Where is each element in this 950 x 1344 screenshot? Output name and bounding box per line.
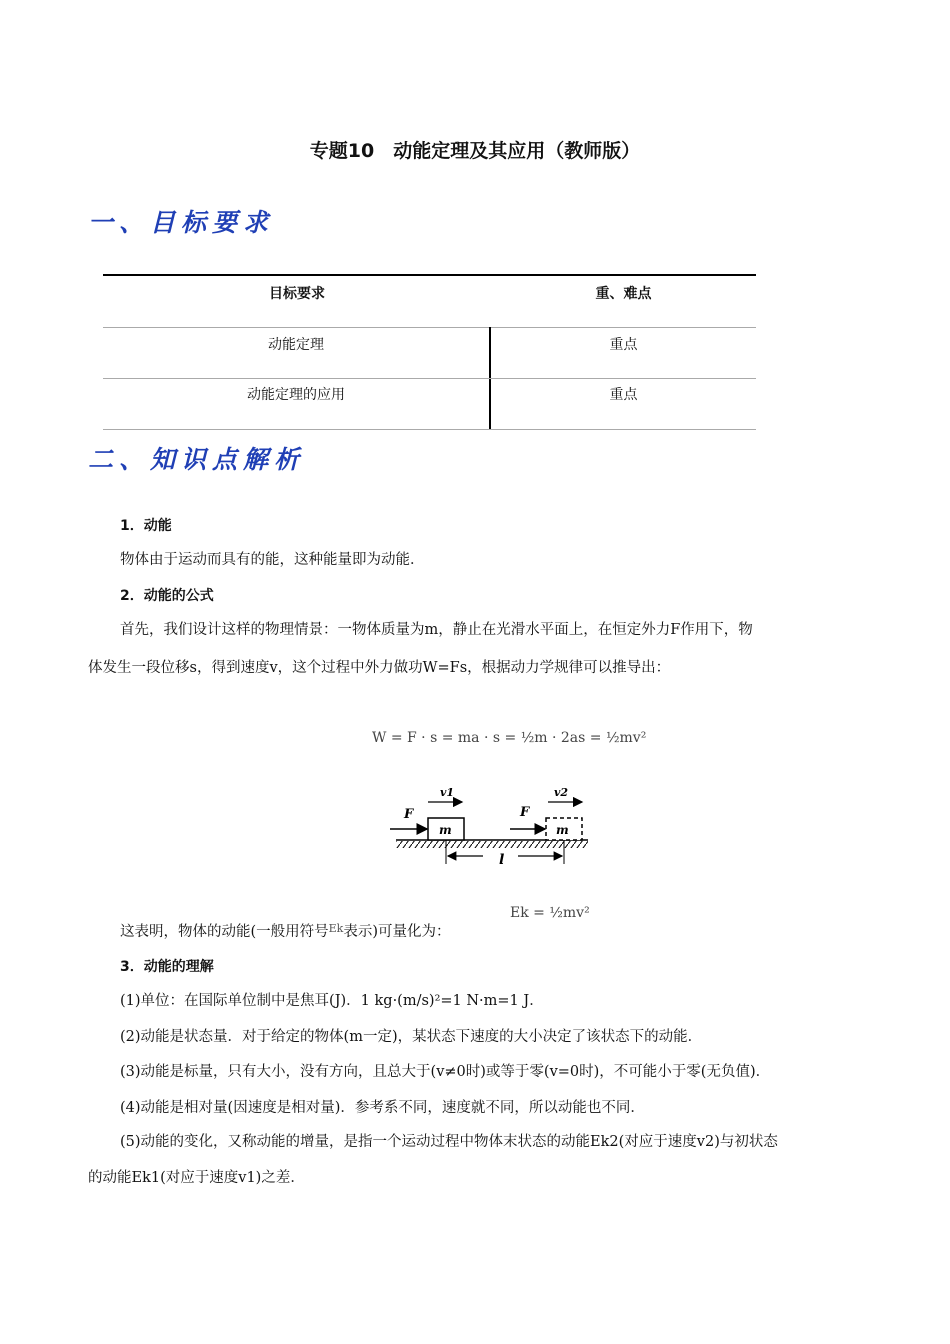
subsection-heading: 2．动能的公式 (120, 588, 214, 604)
page-title: 专题10 动能定理及其应用（教师版） (309, 140, 641, 162)
table-top-rule (103, 274, 756, 276)
table-header-goal: 目标要求 (269, 286, 325, 302)
table-cell: 动能定理 (268, 337, 324, 353)
list-item-continued: 的动能Ek1(对应于速度v1)之差． (88, 1170, 305, 1186)
paragraph: 体发生一段位移s，得到速度v，这个过程中外力做功W=Fs，根据动力学规律可以推导出： (88, 660, 671, 676)
list-item: (5)动能的变化，又称动能的增量，是指一个运动过程中物体末状态的动能Ek2(对应于速度v2)与初状态 (120, 1134, 778, 1150)
formula-text: W = F · s = ma · s = ½m · 2as = ½mv² (372, 730, 647, 746)
block-motion-diagram (388, 780, 598, 870)
velocity-label-2: v2 (554, 786, 569, 799)
table-row-divider (103, 327, 756, 328)
conclusion-line (120, 918, 451, 943)
force-label: F (404, 807, 414, 822)
conclusion-suffix: 表示)可量化为： (343, 924, 451, 940)
ground-hatch (396, 841, 588, 848)
table-cell: 重点 (609, 337, 638, 353)
force-label: F (520, 805, 530, 820)
table-cell: 重点 (609, 387, 638, 403)
mass-label: m (439, 823, 452, 837)
mass-label: m (556, 823, 569, 837)
paragraph: 物体由于运动而具有的能，这种能量即为动能． (120, 552, 425, 568)
kinetic-energy-formula (510, 905, 590, 921)
section-heading-knowledge: 二、知识点解析 (88, 445, 306, 474)
subsection-heading: 1．动能 (120, 518, 172, 534)
table-row-divider (103, 378, 756, 379)
distance-label: l (499, 852, 505, 868)
table-bottom-rule (103, 429, 756, 430)
velocity-label-1: v1 (440, 786, 455, 799)
list-item: (4)动能是相对量(因速度是相对量)．参考系不同，速度就不同，所以动能也不同． (120, 1100, 645, 1116)
list-item: (2)动能是状态量．对于给定的物体(m一定)，某状态下速度的大小决定了该状态下的动能． (120, 1029, 703, 1045)
list-item: (1)单位：在国际单位制中是焦耳(J)．1 kg·(m/s)²=1 N·m=1 J． (120, 993, 544, 1009)
list-item: (3)动能是标量，只有大小，没有方向，且总大于(v≠0时)或等于零(v=0时)，不可能小于零(无负值)． (120, 1064, 771, 1080)
conclusion-prefix: 这表明，物体的动能(一般用符号 (120, 924, 329, 940)
paragraph: 首先，我们设计这样的物理情景：一物体质量为m，静止在光滑水平面上，在恒定外力F作用下，物 (120, 622, 753, 638)
section-heading-goals: 一、目标要求 (88, 208, 275, 237)
table-header-key: 重、难点 (595, 286, 652, 302)
ek-formula-text: Ek = ½mv² (510, 905, 590, 921)
subsection-heading: 3．动能的理解 (120, 959, 214, 975)
ek-symbol: Ek (328, 922, 344, 935)
work-energy-formula (372, 730, 646, 746)
table-cell: 动能定理的应用 (247, 387, 345, 403)
